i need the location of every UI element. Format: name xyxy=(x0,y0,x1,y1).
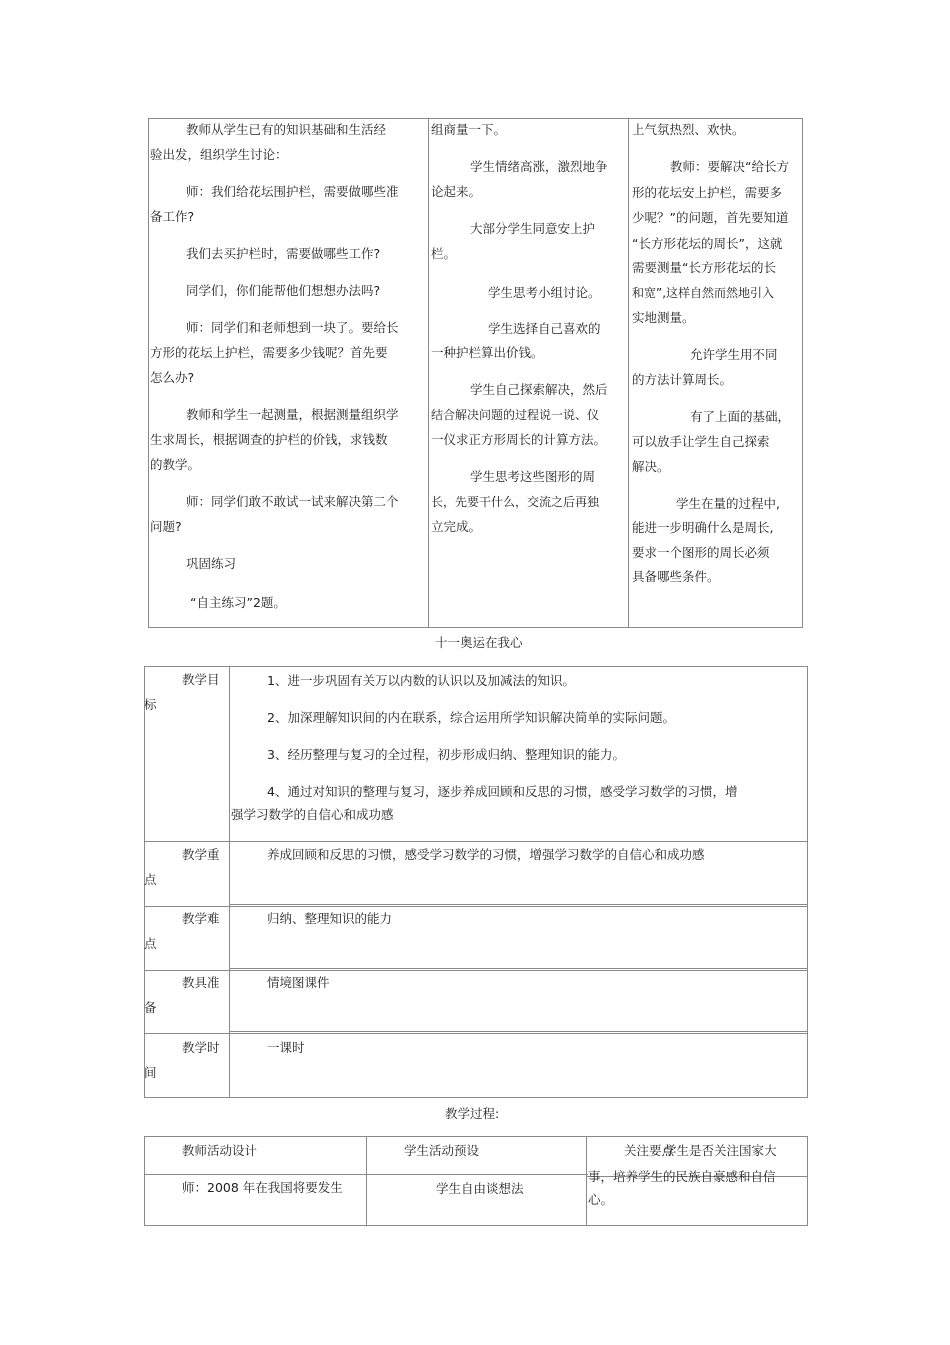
text-line: 大部分学生同意安上护 xyxy=(470,221,596,236)
text-line: 巩固练习 xyxy=(186,556,237,571)
info-row-divider xyxy=(144,906,808,907)
text-line: 一仪求正方形周长的计算方法。 xyxy=(431,432,607,447)
info-row-divider xyxy=(144,841,808,842)
time-value: 一课时 xyxy=(267,1040,305,1055)
text-line: 结合解决问题的过程说一说、仪 xyxy=(431,408,600,422)
focus-label: 点 xyxy=(144,872,157,887)
process-focus-text: 心。 xyxy=(588,1192,614,1207)
text-line: 学生情绪高涨，激烈地争 xyxy=(470,159,608,174)
difficulty-value: 归纳、整理知识的能力 xyxy=(267,911,393,926)
process-col-divider xyxy=(586,1136,587,1226)
text-line: 需要测量“长方形花坛的长 xyxy=(632,260,776,275)
goal-item: 4、通过对知识的整理与复习，逐步养成回顾和反思的习惯，感受学习数学的习惯，增 xyxy=(267,784,738,799)
text-line: 我们去买护栏时，需要做哪些工作? xyxy=(186,246,381,261)
text-line: 形的花坛安上护栏，需要多 xyxy=(632,185,783,200)
tools-value: 情境图课件 xyxy=(267,975,330,990)
info-row-divider xyxy=(229,904,808,905)
text-line: 组商量一下。 xyxy=(431,122,507,137)
process-focus-text: 事，培养学生的民族自豪感和自信 xyxy=(588,1169,776,1184)
tools-label: 备 xyxy=(144,1000,157,1015)
text-line: 怎么办? xyxy=(150,370,195,385)
text-line: 同学们，你们能帮他们想想办法吗? xyxy=(186,283,381,298)
text-line: 栏。 xyxy=(431,246,457,261)
process-header-teacher: 教师活动设计 xyxy=(182,1143,258,1158)
process-focus-text: 学生是否关注国家大 xyxy=(664,1143,777,1158)
text-line: 和宽”,这样自然而然地引入 xyxy=(632,286,775,300)
top-table-divider-2 xyxy=(628,118,629,628)
text-line: 论起来。 xyxy=(431,184,482,199)
info-row-divider xyxy=(144,1033,808,1034)
text-line: 方形的花坛上护栏，需要多少钱呢？首先要 xyxy=(150,345,388,360)
process-teacher-text: 师：2008 年在我国将要发生 xyxy=(182,1180,343,1195)
process-row-divider xyxy=(144,1174,588,1175)
text-line: “自主练习”2题。 xyxy=(190,595,286,610)
text-line: 长，先要干什么，交流之后再独 xyxy=(431,495,600,509)
text-line: 具备哪些条件。 xyxy=(632,569,720,584)
text-line: 师：同学们和老师想到一块了。要给长 xyxy=(186,320,399,335)
text-line: 学生自己探索解决，然后 xyxy=(470,382,608,397)
top-table-divider-1 xyxy=(428,118,429,628)
text-line: 学生在量的过程中, xyxy=(676,496,780,511)
process-student-text: 学生自由谈想法 xyxy=(436,1181,524,1196)
process-title: 教学过程: xyxy=(445,1106,500,1121)
text-line: 学生思考小组讨论。 xyxy=(488,285,601,300)
text-line: 的教学。 xyxy=(150,457,201,472)
text-line: “长方形花坛的周长”，这就 xyxy=(632,236,783,251)
time-label: 教学时 xyxy=(182,1040,220,1055)
text-line: 能进一步明确什么是周长, xyxy=(632,520,774,535)
text-line: 验出发，组织学生讨论： xyxy=(150,147,288,162)
text-line: 要求一个图形的周长必须 xyxy=(632,545,770,560)
text-line: 的方法计算周长。 xyxy=(632,372,733,387)
text-line: 问题? xyxy=(150,519,182,534)
text-line: 学生选择自己喜欢的 xyxy=(488,321,601,336)
tools-label: 教具准 xyxy=(182,975,220,990)
text-line: 有了上面的基础， xyxy=(690,409,791,424)
text-line: 上气氛热烈、欢快。 xyxy=(632,122,745,137)
text-line: 一种护栏算出价钱。 xyxy=(431,345,544,360)
text-line: 实地测量。 xyxy=(632,310,695,325)
text-line: 教师从学生已有的知识基础和生活经 xyxy=(186,122,387,137)
process-header-student: 学生活动预设 xyxy=(404,1143,480,1158)
info-row-divider xyxy=(229,1031,808,1032)
text-line: 解决。 xyxy=(632,459,670,474)
section-title: 十一奥运在我心 xyxy=(435,635,523,650)
text-line: 备工作? xyxy=(150,209,195,224)
text-line: 少呢？”的问题，首先要知道 xyxy=(632,210,789,225)
time-label: 间 xyxy=(144,1065,157,1080)
info-row-divider xyxy=(144,970,808,971)
text-line: 教师和学生一起测量，根据测量组织学 xyxy=(186,407,399,422)
text-line: 可以放手让学生自己探索 xyxy=(632,434,770,449)
goal-label: 标 xyxy=(144,697,157,712)
focus-label: 教学重 xyxy=(182,847,220,862)
text-line: 师：同学们敢不敢试一试来解决第二个 xyxy=(186,494,399,509)
goal-item: 2、加深理解知识间的内在联系，综合运用所学知识解决简单的实际问题。 xyxy=(267,710,675,725)
text-line: 生求周长，根据调查的护栏的价钱，求钱数 xyxy=(150,432,388,447)
text-line: 学生思考这些图形的周 xyxy=(470,469,596,484)
difficulty-label: 点 xyxy=(144,936,157,951)
text-line: 允许学生用不同 xyxy=(690,347,778,362)
goal-item: 强学习数学的自信心和成功感 xyxy=(231,807,394,822)
text-line: 立完成。 xyxy=(431,519,482,534)
difficulty-label: 教学难 xyxy=(182,911,220,926)
process-col-divider xyxy=(366,1136,367,1226)
text-line: 教师：要解决“给长方 xyxy=(670,159,789,174)
goal-label: 教学目 xyxy=(182,672,220,687)
focus-value: 养成回顾和反思的习惯，感受学习数学的习惯，增强学习数学的自信心和成功感 xyxy=(267,847,705,862)
text-line: 师：我们给花坛围护栏，需要做哪些准 xyxy=(186,184,399,199)
process-header-focus: 关注要点 xyxy=(624,1143,675,1158)
goal-item: 1、进一步巩固有关万以内数的认识以及加减法的知识。 xyxy=(267,673,575,688)
info-row-divider xyxy=(229,968,808,969)
goal-item: 3、经历整理与复习的全过程，初步形成归纳、整理知识的能力。 xyxy=(267,747,625,762)
